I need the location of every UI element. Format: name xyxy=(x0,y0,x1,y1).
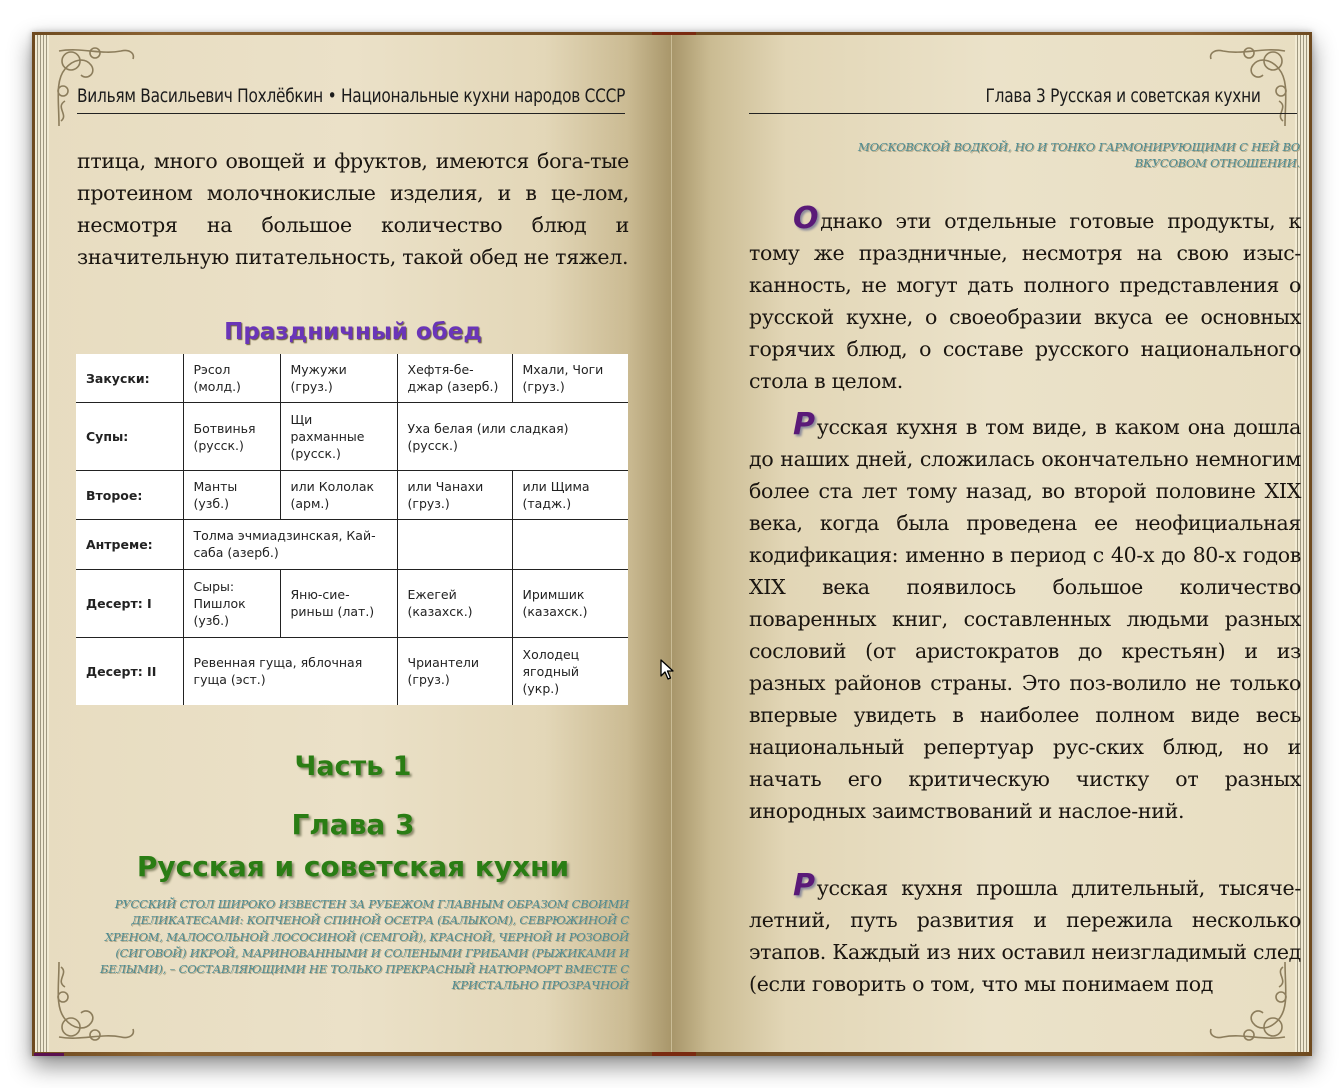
dish-cell: Яню-сие-риньш (лат.) xyxy=(280,569,397,637)
dish-cell: Ботвинья (русск.) xyxy=(183,403,280,471)
dish-cell: Мужужи (груз.) xyxy=(280,354,397,403)
table-row xyxy=(76,520,628,569)
part-label: Часть 1 xyxy=(294,751,412,782)
table-row xyxy=(76,569,628,637)
epigraph-continued: МОСКОВСКОЙ ВОДКОЙ, НО И ТОНКО ГАРМОНИРУЮЩИМИ С НЕЙ ВО ВКУСОВОМ ОТНОШЕНИИ. xyxy=(858,140,1300,171)
dish-cell: Хефтя-бе-джар (азерб.) xyxy=(397,354,512,403)
festive-menu-table xyxy=(76,354,628,705)
arrow-cursor-icon xyxy=(660,659,674,681)
paragraph-text: усская кухня в том виде, в каком она дошла до наших дней, сложилась окончательно немногим более ста лет тому назад, во второй половине XIX века, когда была проведена ее неофициальная кодификация: именно в период с 40-х до 80-х годов XIX века появилось большое количество поваренных книг, составленных людьми разных сословий (от аристократов до крестьян) и из разных районов страны. Это поз-волило не только впервые увидеть в наиболее полном виде весь национальный репертуар рус-ских блюд, но и начать его критическую чистку от разных инородных заимствований и наслое-ний. xyxy=(749,415,1301,823)
dish-cell: Ревенная гуща, яблочная гуща (эст.) xyxy=(183,637,397,705)
left-page[interactable] xyxy=(35,35,672,1052)
intro-paragraph: птица, много овощей и фруктов, имеются бога-тые протеином молочнокислые изделия, и в це-лом, несмотря на большое количество блюд и значительную питательность, такой обед не тяжел. xyxy=(77,149,629,269)
drop-cap: О xyxy=(793,201,819,236)
table-row xyxy=(76,637,628,705)
spine-bottom-band xyxy=(652,1052,696,1056)
dish-cell: Мхали, Чоги (груз.) xyxy=(512,354,628,403)
dish-cell: или Чанахи (груз.) xyxy=(397,471,512,520)
dish-cell xyxy=(512,520,628,569)
chapter-title: Русская и советская кухни xyxy=(136,850,570,883)
dish-cell: Чриантели (груз.) xyxy=(397,637,512,705)
chapter-label: Глава 3 xyxy=(291,808,415,841)
dish-cell: Щи рахманные (русск.) xyxy=(280,403,397,471)
dish-cell xyxy=(397,520,512,569)
dish-cell: Манты (узб.) xyxy=(183,471,280,520)
table-row xyxy=(76,403,628,471)
table-row xyxy=(76,471,628,520)
course-label: Второе: xyxy=(76,471,183,520)
course-label: Супы: xyxy=(76,403,183,471)
paragraph-text: днако эти отдельные готовые продукты, к тому же праздничные, несмотря на свою изыс-канность, не могут дать полного представления о русской кухне, о своеобразии вкуса ее основных горячих блюд, о составе русского национального стола в целом. xyxy=(749,209,1301,393)
paragraph-text: усская кухня прошла длительный, тысяче-летний, путь развития и пережила несколько этапов. Каждый из них оставил неизгладимый след (если говорить о том, что мы понимаем под xyxy=(749,876,1301,996)
open-book xyxy=(32,32,1312,1056)
dish-cell: Ежегей (казахск.) xyxy=(397,569,512,637)
dish-cell: или Щима (тадж.) xyxy=(512,471,628,520)
header-rule-left xyxy=(77,113,625,114)
right-page[interactable] xyxy=(672,35,1309,1052)
drop-cap: Р xyxy=(793,407,815,442)
running-head-left: Вильям Васильевич Похлёбкин • Национальные кухни народов СССР xyxy=(77,85,626,107)
table-title: Праздничный обед xyxy=(224,319,482,345)
dish-cell: Рэсол (молд.) xyxy=(183,354,280,403)
course-label: Закуски: xyxy=(76,354,183,403)
course-label: Десерт: II xyxy=(76,637,183,705)
running-head-right: Глава 3 Русская и советская кухни xyxy=(985,85,1261,107)
paragraph xyxy=(749,407,1301,827)
drop-cap: Р xyxy=(793,868,815,903)
course-label: Антреме: xyxy=(76,520,183,569)
paragraph xyxy=(749,868,1301,1000)
table-row xyxy=(76,354,628,403)
dish-cell: Холодец ягодный (укр.) xyxy=(512,637,628,705)
paragraph xyxy=(749,201,1301,397)
dish-cell: Уха белая (или сладкая) (русск.) xyxy=(397,403,628,471)
bookmark-ribbon xyxy=(34,1053,64,1056)
epigraph-left: РУССКИЙ СТОЛ ШИРОКО ИЗВЕСТЕН ЗА РУБЕЖОМ ГЛАВНЫМ ОБРАЗОМ СВОИМИ ДЕЛИКАТЕСАМИ: КОПЧЕНОЙ СПИНОЙ ОСЕТРА (БАЛЫКОМ), СЕВРЮЖИНОЙ С ХРЕНОМ, МАЛОСОЛЬНОЙ ЛОСОСИНОЙ (СЕМГОЙ), КРАСНОЙ, ЧЕРНОЙ И РОЗОВОЙ (СИГОВОЙ) ИКРОЙ, МАРИНОВАННЫМИ И СОЛЕНЫМИ ГРИБАМИ (РЫЖИКАМИ И БЕЛЫМИ), – СОСТАВЛЯЮЩИМИ НЕ ТОЛЬКО ПРЕКРАСНЫЙ НАТЮРМОРТ ВМЕСТЕ С КРИСТАЛЬНО ПРОЗРАЧНОЙ xyxy=(100,897,629,993)
dish-cell: или Кололак (арм.) xyxy=(280,471,397,520)
dish-cell: Толма эчмиадзинская, Кай-саба (азерб.) xyxy=(183,520,397,569)
course-label: Десерт: I xyxy=(76,569,183,637)
header-rule-right xyxy=(749,113,1297,114)
dish-cell: Сыры: Пишлок (узб.) xyxy=(183,569,280,637)
dish-cell: Иримшик (казахск.) xyxy=(512,569,628,637)
page-edge-stack-left xyxy=(35,35,49,1052)
